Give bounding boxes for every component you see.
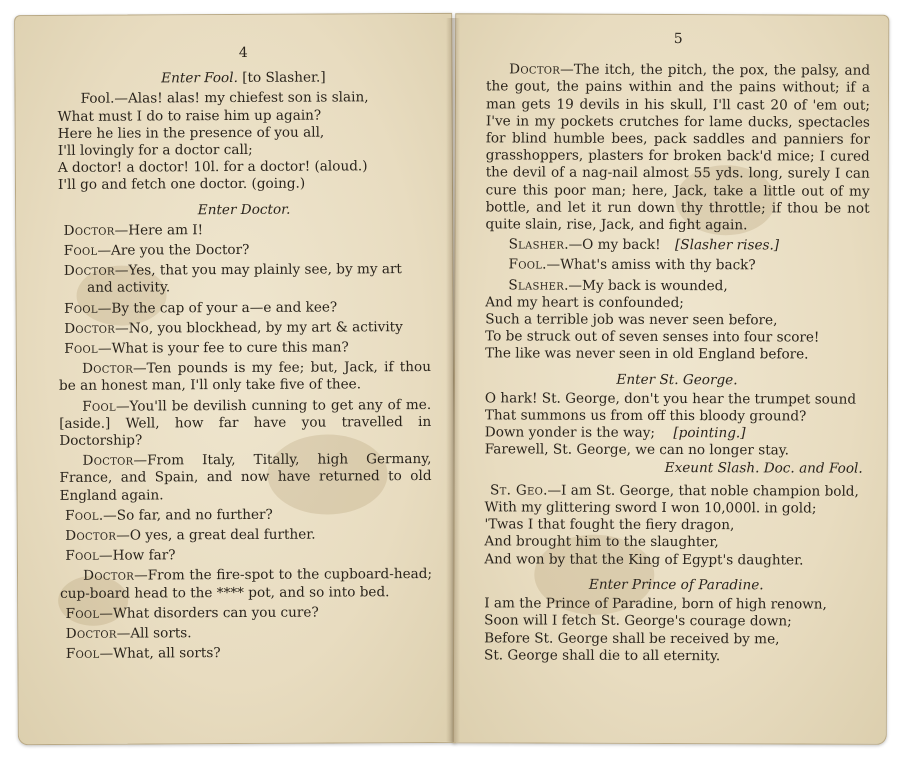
- dialogue-line: [59, 339, 431, 358]
- verse-line: And won by that the King of Egypt's daughter.: [484, 551, 804, 569]
- page-number: 5: [673, 31, 683, 48]
- verse-line: Soon will I fetch St. George's courage down;: [484, 612, 792, 630]
- stage-direction-enter-fool: Enter Fool. [to Slasher.]: [161, 69, 326, 87]
- speech-text: —Are you the Doctor?: [97, 241, 250, 259]
- speaker-name: Doctor: [82, 452, 134, 470]
- speaker-name: Fool: [65, 646, 100, 663]
- verse-block: [58, 107, 430, 195]
- speech-text: —Yes, that you may plainly see, by my art and activity.: [87, 261, 402, 297]
- verse-line: With my glittering sword I won 10,000l. in gold;: [484, 499, 817, 517]
- dialogue-line: [59, 319, 431, 338]
- dialogue-line: [60, 506, 432, 525]
- speaker-name: Fool: [65, 547, 100, 565]
- verse-line: What must I do to raise him up again?: [57, 107, 322, 125]
- verse-line: Such a terrible job was never seen before,: [485, 311, 778, 329]
- speech-text: —Ten pounds is my fee; but, Jack, if thou be an honest man, I'll only take five of thee.: [58, 359, 431, 395]
- speaker-name: Fool: [64, 340, 98, 357]
- speech-text: —What, all sorts?: [99, 645, 221, 663]
- dialogue-line: [59, 397, 431, 451]
- speech-text: —All sorts.: [116, 625, 192, 642]
- speech-text: —How far?: [98, 547, 176, 564]
- left-page-text: [57, 44, 432, 663]
- speech-text: —O yes, a great deal further.: [116, 526, 316, 544]
- speaker-name: Fool: [65, 605, 100, 622]
- verse-line: I am the Prince of Paradine, born of high renown,: [484, 595, 827, 613]
- verse-line: Before St. George shall be received by me,: [484, 629, 780, 647]
- verse-line: 'Twas I that fought the fiery dragon,: [484, 516, 735, 534]
- stage-direction-exeunt: Exeunt Slash. Doc. and Fool.: [664, 459, 863, 477]
- dialogue-line: [60, 604, 432, 623]
- verse-block: O hark! St. George, don't you hear the trumpet sound That summons us from off this bloody ground? Down yonder is the way; [pointing.] Farewell, St. George, we can no longer stay.: [484, 390, 857, 459]
- dialogue-line: [60, 566, 432, 602]
- dialogue: [58, 221, 432, 664]
- verse-line: Here he lies in the presence of you all,: [57, 124, 325, 142]
- speaker-name: Fool: [65, 507, 99, 524]
- speaker-name: Fool: [82, 398, 116, 415]
- speech-text: —What disorders can you cure?: [99, 604, 319, 622]
- verse-line: To be struck out of seven senses into four score!: [485, 328, 820, 346]
- dialogue-line: [60, 546, 432, 565]
- verse-block: [485, 294, 869, 364]
- verse-block: [484, 595, 868, 665]
- speaker-name: Fool: [64, 300, 98, 317]
- speech-text: —By the cap of your a—e and kee?: [97, 299, 338, 317]
- speaker-name: Doctor: [82, 360, 134, 378]
- speaker-name: Doctor: [65, 527, 117, 544]
- stage-direction-enter-doctor: Enter Doctor.: [197, 201, 291, 218]
- doctor-speech: Doctor—The itch, the pitch, the pox, the palsy, and the gout, the pains within and the pains without; if a man gets 19 devils in his skull, I'll cast 20 of 'em out; I've in my pockets crutches for lame ducks, spectacles for blind humble bees, pack saddles and panniers for grasshoppers, plasters for broken back'd mice; I cured the devil of a nag-nail almost 55 yds. long, surely I can cure this poor man; here, Jack, take a little out of my bottle, and let it run down thy throttle; if thou be not quite slain, rise, Jack, and fight again.: [485, 61, 871, 234]
- slasher-speech: Slasher.—My back is wounded,: [508, 277, 728, 294]
- dialogue-line: [60, 624, 432, 643]
- speaker-name: Doctor: [83, 568, 135, 585]
- fool-speech: Fool.—What's amiss with thy back?: [508, 256, 756, 274]
- dialogue-line: [60, 644, 432, 663]
- book-spread: [14, 14, 888, 744]
- dialogue-line: [58, 261, 430, 297]
- dialogue-line: [58, 241, 430, 260]
- speech-text: —From the fire-spot to the cupboard-head; cup-board head to the **** pot, and so into bed.: [60, 566, 433, 602]
- speaker-name: Doctor: [63, 222, 115, 239]
- speaker-name: Doctor: [65, 625, 117, 642]
- right-page-text: [484, 31, 871, 665]
- speech-text: —Here am I!: [114, 221, 204, 239]
- verse-line: I'll go and fetch one doctor. (going.): [57, 176, 306, 194]
- speech-text: —What is your fee to cure this man?: [97, 339, 349, 357]
- george-speech: St. Geo.—I am St. George, that noble champion bold,: [490, 482, 859, 500]
- stage-direction-enter-prince: Enter Prince of Paradine.: [588, 576, 764, 594]
- dialogue-line: [59, 299, 431, 318]
- speaker-name: Fool: [63, 242, 98, 259]
- slasher-speech: Slasher.—O my back! [Slasher rises.]: [508, 236, 780, 254]
- verse-line: And my heart is confounded;: [485, 294, 684, 311]
- speech-text: —No, you blockhead, by my art & activity: [115, 318, 403, 337]
- verse-line: The like was never seen in old England before.: [485, 345, 809, 363]
- speaker-name: Doctor: [64, 320, 116, 337]
- dialogue-line: [60, 526, 432, 545]
- speech-text: —From Italy, Titally, high Germany, France, and Spain, and now have returned to old England again.: [59, 451, 432, 504]
- verse-line: I'll lovingly for a doctor call;: [57, 141, 253, 159]
- speech-text: —You'll be devilish cunning to get any of me. [aside.] Well, how far have you travelled in Doctorship?: [59, 396, 432, 449]
- speaker-name: Doctor: [63, 262, 115, 280]
- dialogue-line: [59, 359, 431, 395]
- verse-line: And brought him to the slaughter,: [484, 533, 719, 551]
- speech-text: .—So far, and no further?: [98, 506, 273, 524]
- right-page: [453, 13, 890, 745]
- stage-direction-enter-george: Enter St. George.: [616, 371, 738, 388]
- verse-line: St. George shall die to all eternity.: [484, 647, 721, 664]
- verse-block: [484, 499, 868, 569]
- dialogue-line: [58, 221, 430, 240]
- dialogue-line: [59, 451, 431, 505]
- page-number: 4: [238, 44, 248, 61]
- fool-speech: Fool.—Alas! alas! my chiefest son is slain,: [80, 89, 369, 108]
- left-page: [14, 13, 456, 745]
- verse-line: A doctor! a doctor! 10l. for a doctor! (aloud.): [57, 158, 368, 177]
